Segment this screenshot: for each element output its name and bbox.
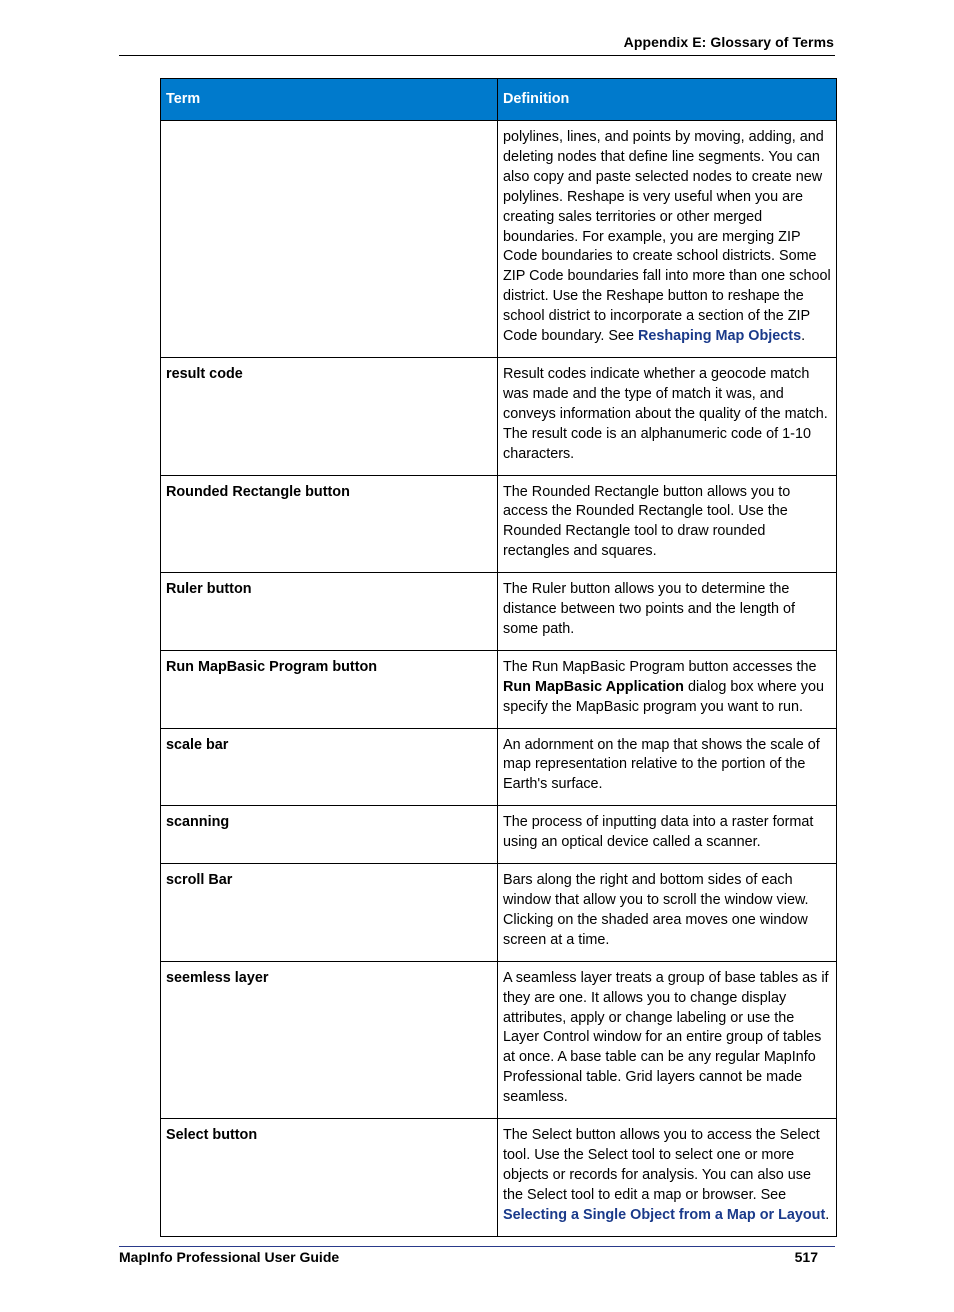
glossary-definition	[498, 806, 837, 864]
table-row	[161, 121, 837, 358]
glossary-term: Run MapBasic Program button	[161, 650, 498, 728]
glossary-term: Rounded Rectangle button	[161, 475, 498, 573]
table-row	[161, 357, 837, 475]
running-header: Appendix E: Glossary of Terms	[623, 34, 834, 50]
table-row	[161, 961, 837, 1118]
glossary-term: result code	[161, 357, 498, 475]
table-row	[161, 864, 837, 962]
cross-reference-link[interactable]: Selecting a Single Object from a Map or Layout	[503, 1206, 826, 1223]
table-row	[161, 573, 837, 651]
glossary-table	[160, 78, 837, 1237]
dialog-name: Run MapBasic Application	[503, 678, 684, 695]
glossary-term: scanning	[161, 806, 498, 864]
table-row	[161, 1119, 837, 1237]
table-row	[161, 728, 837, 806]
definition-text: polylines, lines, and points by moving, adding, and deleting nodes that define line segments. You can also copy and paste selected nodes to create new polylines. Reshape is very useful when you are creating sales territories or other merged boundaries. For example, you are merging ZIP Code boundaries to create school districts. Some ZIP Code boundaries fall into more than one school district. Use the Reshape button to reshape the school district to incorporate a section of the ZIP Code boundary. See	[503, 129, 831, 345]
definition-text: Bars along the right and bottom sides of each window that allow you to scroll the window view. Clicking on the shaded area moves one window screen at a time.	[503, 872, 809, 948]
table-row	[161, 806, 837, 864]
glossary-definition	[498, 650, 837, 728]
glossary-term	[161, 121, 498, 358]
glossary-definition	[498, 573, 837, 651]
header-rule	[119, 55, 835, 56]
column-header-term: Term	[161, 79, 498, 121]
footer-rule	[119, 1246, 835, 1247]
definition-text: The Run MapBasic Program button accesses the	[503, 658, 817, 675]
cross-reference-link[interactable]: Reshaping Map Objects	[637, 328, 802, 345]
glossary-term: scale bar	[161, 728, 498, 806]
definition-text: dialog box where you specify the MapBasic program you want to run.	[503, 678, 824, 715]
definition-text: The Select button allows you to access the Select tool. Use the Select tool to select one or more objects or records for analysis. You can also use the Select tool to edit a map or browser. See	[503, 1127, 820, 1203]
glossary-definition	[498, 121, 837, 358]
glossary-definition	[498, 475, 837, 573]
column-header-definition: Definition	[498, 79, 837, 121]
glossary-definition	[498, 961, 837, 1118]
glossary-definition	[498, 864, 837, 962]
definition-text: .	[801, 328, 806, 345]
glossary-term: Ruler button	[161, 573, 498, 651]
page-number: 517	[794, 1249, 818, 1265]
definition-text: The Ruler button allows you to determine the distance between two points and the length of some path.	[503, 581, 796, 637]
glossary-definition	[498, 357, 837, 475]
definition-text: An adornment on the map that shows the scale of map representation relative to the portion of the Earth's surface.	[503, 736, 820, 793]
glossary-definition	[498, 1119, 837, 1237]
definition-text: .	[825, 1206, 830, 1223]
glossary-term: scroll Bar	[161, 864, 498, 962]
definition-text: The Rounded Rectangle button allows you to access the Rounded Rectangle tool. Use the Rounded Rectangle tool to draw rounded rectangles and squares.	[503, 483, 791, 560]
table-row	[161, 475, 837, 573]
definition-text: A seamless layer treats a group of base tables as if they are one. It allows you to change display attributes, apply or change labeling or use the Layer Control window for an entire group of tables at once. A base table can be any regular MapInfo Professional table. Grid layers cannot be made seamless.	[503, 969, 829, 1106]
table-header-row	[161, 79, 837, 121]
glossary-term: seemless layer	[161, 961, 498, 1118]
glossary-body	[161, 121, 837, 1237]
glossary-term: Select button	[161, 1119, 498, 1237]
glossary-definition	[498, 728, 837, 806]
definition-text: Result codes indicate whether a geocode match was made and the type of match it was, and conveys information about the quality of the match. The result code is an alphanumeric code of 1-10 characters.	[503, 365, 828, 462]
table-row	[161, 650, 837, 728]
footer-title: MapInfo Professional User Guide	[119, 1249, 340, 1265]
definition-text: The process of inputting data into a raster format using an optical device called a scanner.	[503, 814, 814, 851]
